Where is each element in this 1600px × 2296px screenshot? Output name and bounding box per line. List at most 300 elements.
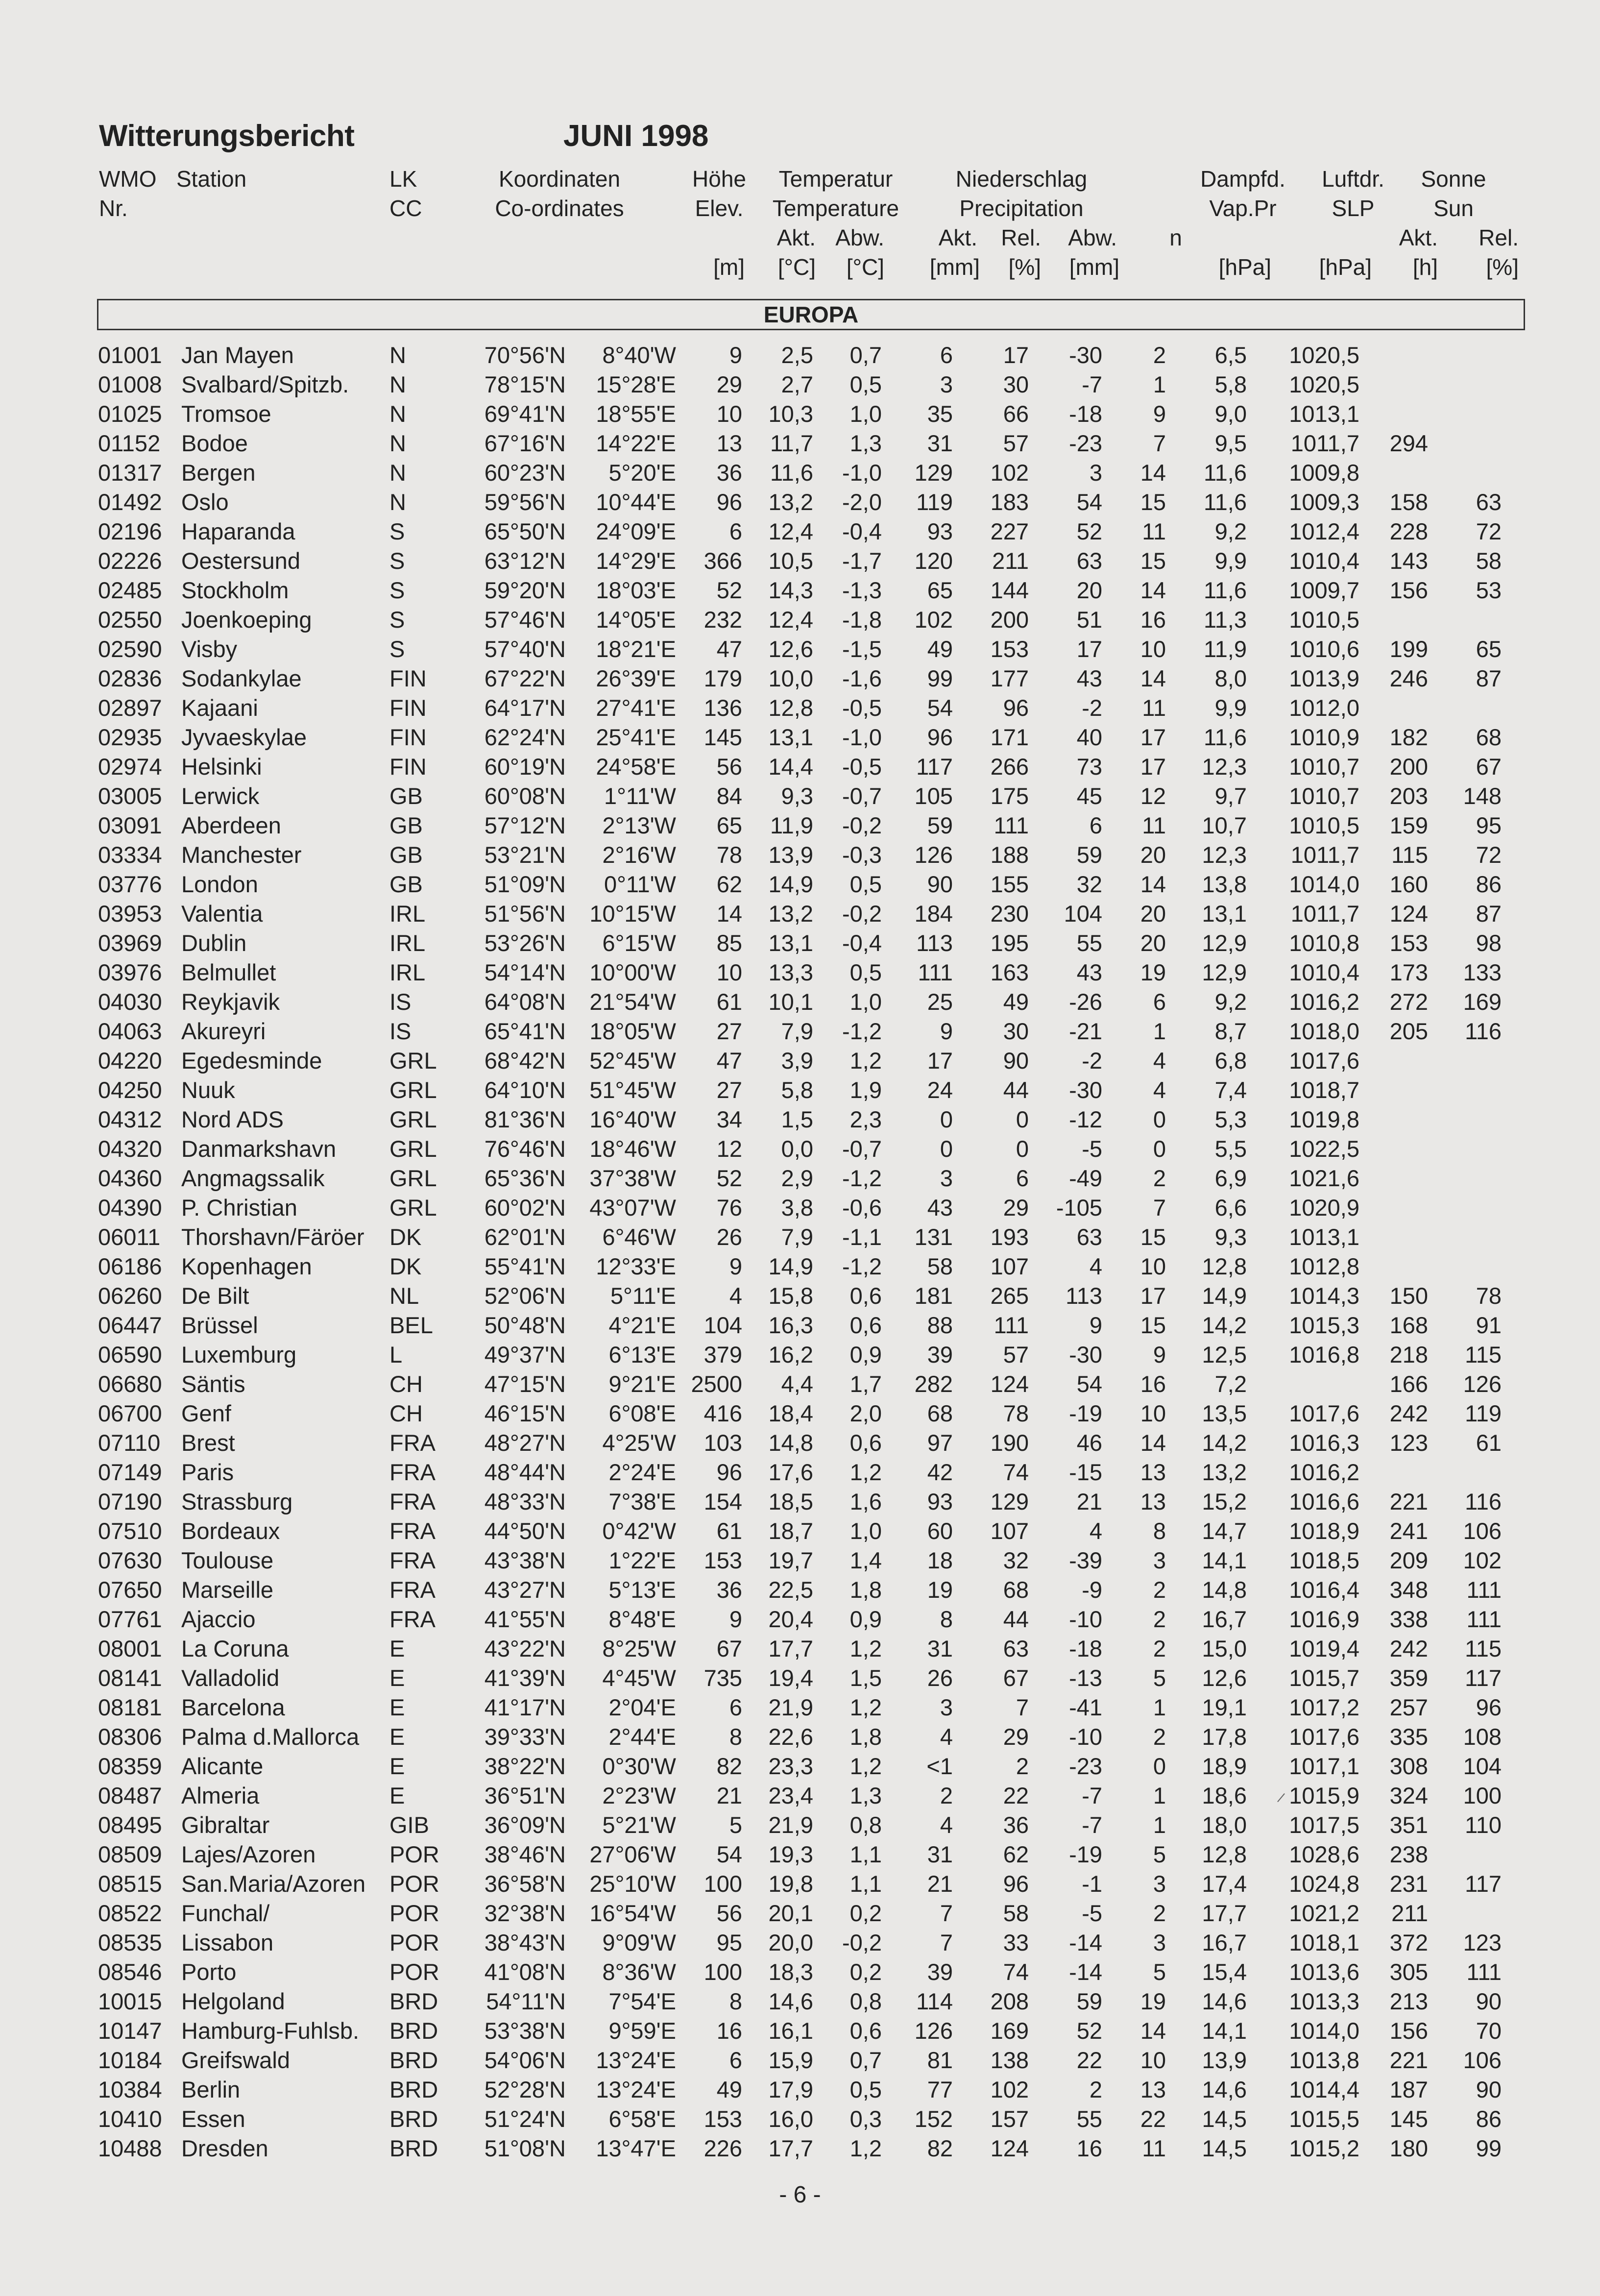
sunshine-hours-cell: 180 — [1389, 2135, 1428, 2161]
temp-mean-cell: 11,6 — [770, 459, 813, 486]
precip-deviation-cell: -10 — [1069, 1606, 1102, 1632]
precip-deviation-cell: -1 — [1082, 1870, 1102, 1897]
unit-elev: [m] — [713, 254, 745, 280]
longitude-cell: 6°08'E — [608, 1400, 676, 1426]
table-row — [98, 2075, 1502, 2104]
temp-deviation-cell: -0,7 — [842, 1135, 882, 1162]
temp-deviation-cell: -1,8 — [842, 606, 882, 633]
temp-mean-cell: 7,9 — [781, 1223, 813, 1250]
longitude-cell: 1°11'W — [604, 782, 676, 809]
temp-mean-cell: 19,7 — [768, 1547, 813, 1573]
table-row — [98, 399, 1502, 428]
longitude-cell: 14°22'E — [596, 430, 676, 456]
elevation-cell: 13 — [716, 430, 742, 456]
sunshine-relative-cell — [1428, 340, 1502, 369]
table-row — [98, 722, 1502, 752]
header-precip-akt: Akt. — [938, 225, 977, 250]
sunshine-hours-cell — [1359, 1104, 1428, 1134]
temp-mean-cell: 14,8 — [768, 1429, 813, 1456]
station-number-cell: 10384 — [98, 2076, 162, 2102]
vapour-pressure-cell: 15,0 — [1202, 1635, 1247, 1661]
temp-mean-cell: 3,9 — [781, 1047, 813, 1074]
precip-days-cell: 1 — [1153, 1811, 1166, 1838]
vapour-pressure-cell: 5,3 — [1214, 1106, 1247, 1132]
table-row — [98, 605, 1502, 634]
station-number-cell: 10488 — [98, 2135, 162, 2161]
precip-days-cell: 10 — [1140, 635, 1166, 662]
elevation-cell: 2500 — [691, 1370, 742, 1397]
vapour-pressure-cell: 11,6 — [1204, 724, 1247, 750]
station-name-cell: Tromsoe — [181, 400, 271, 427]
temp-deviation-cell: 0,7 — [849, 342, 882, 368]
longitude-cell: 27°41'E — [596, 694, 676, 721]
table-row — [98, 1810, 1502, 1839]
precip-relative-cell: 208 — [990, 1988, 1029, 2014]
elevation-cell: 416 — [703, 1400, 742, 1426]
table-row — [98, 2016, 1502, 2045]
country-code-cell: POR — [389, 1841, 439, 1867]
precip-relative-cell: 195 — [990, 929, 1029, 956]
precip-relative-cell: 2 — [1016, 1753, 1029, 1779]
sunshine-relative-cell: 72 — [1476, 841, 1502, 868]
vapour-pressure-cell: 11,6 — [1204, 489, 1247, 515]
elevation-cell: 54 — [716, 1841, 742, 1867]
sea-level-pressure-cell: 1010,4 — [1289, 959, 1359, 985]
precip-deviation-cell: 22 — [1076, 2047, 1102, 2073]
precip-days-cell: 9 — [1153, 400, 1166, 427]
latitude-cell: 57°40'N — [484, 635, 566, 662]
precip-amount-cell: 3 — [940, 1165, 953, 1191]
country-code-cell: GRL — [389, 1076, 437, 1103]
station-name-cell: Stockholm — [181, 577, 289, 603]
precip-days-cell: 2 — [1153, 1576, 1166, 1603]
sea-level-pressure-cell: 1017,6 — [1289, 1723, 1359, 1750]
elevation-cell: 29 — [716, 371, 742, 397]
precip-amount-cell: 129 — [914, 459, 953, 486]
precip-amount-cell: 65 — [927, 577, 953, 603]
precip-amount-cell: 102 — [914, 606, 953, 633]
country-code-cell: S — [389, 577, 405, 603]
sea-level-pressure-cell: 1018,1 — [1289, 1929, 1359, 1955]
latitude-cell: 53°38'N — [484, 2017, 566, 2044]
sunshine-hours-cell: 199 — [1389, 635, 1428, 662]
elevation-cell: 49 — [716, 2076, 742, 2102]
sunshine-relative-cell: 98 — [1476, 929, 1502, 956]
vapour-pressure-cell: 10,7 — [1202, 812, 1247, 838]
longitude-cell: 8°48'E — [608, 1606, 676, 1632]
temp-deviation-cell: 1,9 — [849, 1076, 882, 1103]
station-name-cell: Manchester — [181, 841, 302, 868]
precip-days-cell: 14 — [1140, 665, 1166, 691]
precip-amount-cell: 90 — [927, 871, 953, 897]
table-row — [98, 2104, 1502, 2133]
station-name-cell: Brest — [181, 1429, 235, 1456]
station-name-cell: Luxemburg — [181, 1341, 297, 1368]
station-name-cell: P. Christian — [181, 1194, 297, 1221]
temp-deviation-cell: 1,3 — [849, 430, 882, 456]
precip-days-cell: 0 — [1153, 1135, 1166, 1162]
precip-relative-cell: 44 — [1003, 1606, 1029, 1632]
weather-table — [98, 340, 1502, 2163]
precip-days-cell: 11 — [1142, 694, 1166, 721]
precip-days-cell: 2 — [1153, 1606, 1166, 1632]
precip-relative-cell: 193 — [990, 1223, 1029, 1250]
temp-mean-cell: 10,0 — [768, 665, 813, 691]
sunshine-relative-cell: 110 — [1465, 1811, 1502, 1838]
elevation-cell: 56 — [716, 753, 742, 780]
table-row — [98, 752, 1502, 781]
country-code-cell: BRD — [389, 2105, 438, 2132]
station-name-cell: Aberdeen — [181, 812, 281, 838]
table-row — [98, 1545, 1502, 1575]
station-name-cell: Genf — [181, 1400, 231, 1426]
temp-deviation-cell: 2,3 — [849, 1106, 882, 1132]
sunshine-relative-cell: 115 — [1465, 1635, 1502, 1661]
temp-deviation-cell: 1,8 — [849, 1723, 882, 1750]
sunshine-relative-cell: 68 — [1476, 724, 1502, 750]
vapour-pressure-cell: 13,2 — [1202, 1459, 1247, 1485]
temp-deviation-cell: 1,2 — [849, 1047, 882, 1074]
elevation-cell: 4 — [729, 1282, 742, 1309]
unit-precip-abw: [mm] — [1069, 254, 1119, 280]
station-name-cell: Toulouse — [181, 1547, 274, 1573]
table-row — [98, 516, 1502, 546]
temp-deviation-cell: 0,3 — [849, 2105, 882, 2132]
country-code-cell: E — [389, 1723, 405, 1750]
precip-amount-cell: 31 — [927, 1635, 953, 1661]
precip-relative-cell: 0 — [1016, 1135, 1029, 1162]
vapour-pressure-cell: 11,3 — [1204, 606, 1247, 633]
header-vap-pr: Vap.Pr — [1209, 195, 1277, 221]
table-row — [98, 458, 1502, 487]
sunshine-relative-cell — [1428, 369, 1502, 399]
latitude-cell: 67°16'N — [484, 430, 566, 456]
station-name-cell: Haparanda — [181, 518, 295, 544]
temp-deviation-cell: -1,6 — [842, 665, 882, 691]
sea-level-pressure-cell: 1019,4 — [1289, 1635, 1359, 1661]
temp-deviation-cell: -0,2 — [842, 812, 882, 838]
precip-deviation-cell: 43 — [1076, 959, 1102, 985]
longitude-cell: 9°21'E — [608, 1370, 676, 1397]
region-header — [97, 299, 1525, 330]
station-name-cell: Gibraltar — [181, 1811, 270, 1838]
temp-mean-cell: 12,6 — [768, 635, 813, 662]
precip-amount-cell: 99 — [927, 665, 953, 691]
station-number-cell: 02590 — [98, 635, 162, 662]
station-name-cell: Säntis — [181, 1370, 245, 1397]
country-code-cell: IS — [389, 988, 412, 1015]
precip-relative-cell: 90 — [1003, 1047, 1029, 1074]
precip-days-cell: 22 — [1140, 2105, 1166, 2132]
elevation-cell: 56 — [716, 1900, 742, 1926]
longitude-cell: 14°05'E — [596, 606, 676, 633]
vapour-pressure-cell: 17,7 — [1202, 1900, 1247, 1926]
latitude-cell: 36°09'N — [484, 1811, 566, 1838]
sunshine-hours-cell: 205 — [1389, 1018, 1428, 1044]
sunshine-hours-cell: 173 — [1389, 959, 1428, 985]
vapour-pressure-cell: 9,3 — [1214, 1223, 1247, 1250]
station-number-cell: 01008 — [98, 371, 162, 397]
elevation-cell: 27 — [716, 1018, 742, 1044]
station-number-cell: 07190 — [98, 1488, 162, 1514]
table-row — [98, 1046, 1502, 1075]
table-row — [98, 428, 1502, 458]
sunshine-hours-cell: 359 — [1389, 1664, 1428, 1691]
temp-mean-cell: 18,4 — [768, 1400, 813, 1426]
latitude-cell: 32°38'N — [484, 1900, 566, 1926]
latitude-cell: 81°36'N — [484, 1106, 566, 1132]
longitude-cell: 0°30'W — [602, 1753, 676, 1779]
station-number-cell: 07149 — [98, 1459, 162, 1485]
longitude-cell: 5°21'W — [602, 1811, 676, 1838]
temp-mean-cell: 18,7 — [768, 1517, 813, 1544]
table-row — [98, 1751, 1502, 1781]
table-row — [98, 1016, 1502, 1046]
station-name-cell: Alicante — [181, 1753, 264, 1779]
longitude-cell: 2°24'E — [608, 1459, 676, 1485]
temp-deviation-cell: -0,5 — [842, 694, 882, 721]
sea-level-pressure-cell: 1013,9 — [1289, 665, 1359, 691]
station-number-cell: 06700 — [98, 1400, 162, 1426]
precip-deviation-cell: 63 — [1076, 1223, 1102, 1250]
precip-deviation-cell: -13 — [1069, 1664, 1102, 1691]
precip-relative-cell: 107 — [990, 1253, 1029, 1279]
sunshine-hours-cell: 305 — [1389, 1958, 1428, 1985]
temp-mean-cell: 16,3 — [768, 1312, 813, 1338]
longitude-cell: 18°05'W — [589, 1018, 676, 1044]
temp-deviation-cell: -2,0 — [842, 489, 882, 515]
table-row — [98, 957, 1502, 987]
station-number-cell: 03776 — [98, 871, 162, 897]
table-row — [98, 1369, 1502, 1398]
station-number-cell: 06680 — [98, 1370, 162, 1397]
precip-amount-cell: 17 — [927, 1047, 953, 1074]
latitude-cell: 51°56'N — [484, 900, 566, 927]
precip-deviation-cell: 51 — [1076, 606, 1102, 633]
country-code-cell: N — [389, 400, 406, 427]
sea-level-pressure-cell: 1013,1 — [1289, 400, 1359, 427]
sea-level-pressure-cell: 1014,0 — [1289, 871, 1359, 897]
sea-level-pressure-cell: 1014,3 — [1289, 1282, 1359, 1309]
station-name-cell: Akureyri — [181, 1018, 266, 1044]
station-number-cell: 03334 — [98, 841, 162, 868]
sunshine-hours-cell — [1359, 605, 1428, 634]
precip-deviation-cell: 54 — [1076, 489, 1102, 515]
sea-level-pressure-cell: 1009,8 — [1289, 459, 1359, 486]
elevation-cell: 76 — [716, 1194, 742, 1221]
temp-mean-cell: 14,9 — [768, 871, 813, 897]
temp-mean-cell: 5,8 — [781, 1076, 813, 1103]
precip-days-cell: 15 — [1140, 489, 1166, 515]
station-number-cell: 04390 — [98, 1194, 162, 1221]
temp-deviation-cell: -1,7 — [842, 547, 882, 574]
temp-deviation-cell: -0,2 — [842, 1929, 882, 1955]
vapour-pressure-cell: 9,2 — [1214, 988, 1247, 1015]
sea-level-pressure-cell: 1020,9 — [1289, 1194, 1359, 1221]
table-row — [98, 1692, 1502, 1722]
vapour-pressure-cell: 11,6 — [1204, 459, 1247, 486]
station-name-cell: Strassburg — [181, 1488, 293, 1514]
station-name-cell: Reykjavik — [181, 988, 280, 1015]
latitude-cell: 38°43'N — [484, 1929, 566, 1955]
temp-mean-cell: 11,9 — [770, 812, 813, 838]
precip-amount-cell: 58 — [927, 1253, 953, 1279]
sunshine-relative-cell: 90 — [1476, 2076, 1502, 2102]
latitude-cell: 52°06'N — [484, 1282, 566, 1309]
country-code-cell: GRL — [389, 1106, 437, 1132]
longitude-cell: 25°10'W — [589, 1870, 676, 1897]
precip-deviation-cell: 17 — [1076, 635, 1102, 662]
longitude-cell: 5°11'E — [610, 1282, 676, 1309]
longitude-cell: 15°28'E — [596, 371, 676, 397]
precip-deviation-cell: -105 — [1056, 1194, 1102, 1221]
longitude-cell: 21°54'W — [589, 988, 676, 1015]
vapour-pressure-cell: 14,2 — [1202, 1312, 1247, 1338]
precip-relative-cell: 49 — [1003, 988, 1029, 1015]
elevation-cell: 8 — [729, 1988, 742, 2014]
latitude-cell: 60°19'N — [484, 753, 566, 780]
page-number: - 6 - — [779, 2182, 821, 2208]
vapour-pressure-cell: 15,2 — [1202, 1488, 1247, 1514]
precip-deviation-cell: 55 — [1076, 929, 1102, 956]
temp-mean-cell: 18,5 — [768, 1488, 813, 1514]
precip-days-cell: 13 — [1140, 1459, 1166, 1485]
sea-level-pressure-cell: 1014,0 — [1289, 2017, 1359, 2044]
longitude-cell: 8°25'W — [602, 1635, 676, 1661]
country-code-cell: IRL — [389, 900, 426, 927]
table-row — [98, 781, 1502, 810]
sunshine-relative-cell: 126 — [1463, 1370, 1502, 1397]
header-sun-rel: Rel. — [1479, 225, 1519, 250]
temp-deviation-cell: 0,5 — [849, 871, 882, 897]
temp-deviation-cell: 1,2 — [849, 1753, 882, 1779]
sunshine-hours-cell: 372 — [1389, 1929, 1428, 1955]
country-code-cell: E — [389, 1664, 405, 1691]
sunshine-relative-cell — [1428, 1163, 1502, 1193]
station-number-cell: 04250 — [98, 1076, 162, 1103]
table-row — [98, 1575, 1502, 1604]
elevation-cell: 10 — [716, 400, 742, 427]
precip-amount-cell: 88 — [927, 1312, 953, 1338]
temp-mean-cell: 17,7 — [768, 2135, 813, 2161]
precip-relative-cell: 30 — [1003, 1018, 1029, 1044]
precip-days-cell: 1 — [1153, 1694, 1166, 1720]
elevation-cell: 100 — [703, 1870, 742, 1897]
unit-sun-akt: [h] — [1412, 254, 1438, 280]
precip-days-cell: 10 — [1140, 1253, 1166, 1279]
precip-amount-cell: 39 — [927, 1341, 953, 1368]
station-number-cell: 07761 — [98, 1606, 162, 1632]
latitude-cell: 76°46'N — [484, 1135, 566, 1162]
country-code-cell: FIN — [389, 694, 427, 721]
longitude-cell: 13°24'E — [596, 2047, 676, 2073]
elevation-cell: 27 — [716, 1076, 742, 1103]
latitude-cell: 41°17'N — [484, 1694, 566, 1720]
temp-mean-cell: 17,6 — [768, 1459, 813, 1485]
temp-mean-cell: 19,8 — [768, 1870, 813, 1897]
longitude-cell: 9°09'W — [602, 1929, 676, 1955]
latitude-cell: 47°15'N — [484, 1370, 566, 1397]
latitude-cell: 64°17'N — [484, 694, 566, 721]
longitude-cell: 26°39'E — [596, 665, 676, 691]
latitude-cell: 65°41'N — [484, 1018, 566, 1044]
precip-days-cell: 11 — [1142, 518, 1166, 544]
sunshine-hours-cell: 338 — [1389, 1606, 1428, 1632]
page-title: Witterungsbericht — [99, 119, 355, 153]
sunshine-hours-cell — [1359, 399, 1428, 428]
station-name-cell: Valentia — [181, 900, 263, 927]
temp-mean-cell: 17,9 — [768, 2076, 813, 2102]
temp-deviation-cell: 1,4 — [849, 1547, 882, 1573]
station-name-cell: Berlin — [181, 2076, 241, 2102]
country-code-cell: GB — [389, 782, 423, 809]
precip-days-cell: 6 — [1153, 988, 1166, 1015]
precip-amount-cell: 120 — [914, 547, 953, 574]
precip-amount-cell: 18 — [927, 1547, 953, 1573]
temp-deviation-cell: -1,3 — [842, 577, 882, 603]
elevation-cell: 153 — [703, 1547, 742, 1573]
precip-relative-cell: 188 — [990, 841, 1029, 868]
station-number-cell: 08487 — [98, 1782, 162, 1808]
station-name-cell: Kajaani — [181, 694, 258, 721]
temp-deviation-cell: 0,8 — [849, 1811, 882, 1838]
sea-level-pressure-cell: 1014,4 — [1289, 2076, 1359, 2102]
sunshine-relative-cell: 53 — [1476, 577, 1502, 603]
latitude-cell: 59°56'N — [484, 489, 566, 515]
precip-deviation-cell: -7 — [1082, 371, 1102, 397]
latitude-cell: 41°55'N — [484, 1606, 566, 1632]
latitude-cell: 59°20'N — [484, 577, 566, 603]
precip-deviation-cell: 63 — [1076, 547, 1102, 574]
precip-deviation-cell: 46 — [1076, 1429, 1102, 1456]
vapour-pressure-cell: 13,8 — [1202, 871, 1247, 897]
temp-deviation-cell: 1,8 — [849, 1576, 882, 1603]
temp-mean-cell: 21,9 — [768, 1694, 813, 1720]
precip-amount-cell: 282 — [914, 1370, 953, 1397]
sea-level-pressure-cell: 1017,2 — [1289, 1694, 1359, 1720]
station-name-cell: Joenkoeping — [181, 606, 312, 633]
precip-days-cell: 15 — [1140, 1312, 1166, 1338]
table-row — [98, 575, 1502, 605]
sea-level-pressure-cell — [1247, 1369, 1359, 1398]
vapour-pressure-cell: 6,9 — [1214, 1165, 1247, 1191]
precip-deviation-cell: 9 — [1089, 1312, 1102, 1338]
precip-relative-cell: 144 — [990, 577, 1029, 603]
sea-level-pressure-cell: 1009,7 — [1289, 577, 1359, 603]
precip-relative-cell: 62 — [1003, 1841, 1029, 1867]
longitude-cell: 10°15'W — [589, 900, 676, 927]
elevation-cell: 8 — [729, 1723, 742, 1750]
sea-level-pressure-cell: 1010,8 — [1289, 929, 1359, 956]
station-name-cell: Jyvaeskylae — [181, 724, 307, 750]
temp-deviation-cell: -0,7 — [842, 782, 882, 809]
longitude-cell: 18°21'E — [596, 635, 676, 662]
sunshine-relative-cell: 72 — [1476, 518, 1502, 544]
longitude-cell: 51°45'W — [589, 1076, 676, 1103]
temp-mean-cell: 22,5 — [768, 1576, 813, 1603]
longitude-cell: 2°16'W — [602, 841, 676, 868]
precip-amount-cell: 35 — [927, 400, 953, 427]
vapour-pressure-cell: 18,0 — [1202, 1811, 1247, 1838]
longitude-cell: 6°13'E — [608, 1341, 676, 1368]
precip-deviation-cell: 43 — [1076, 665, 1102, 691]
vapour-pressure-cell: 11,9 — [1204, 635, 1247, 662]
precip-relative-cell: 129 — [990, 1488, 1029, 1514]
precip-relative-cell: 0 — [1016, 1106, 1029, 1132]
table-row — [98, 1104, 1502, 1134]
temp-mean-cell: 22,6 — [768, 1723, 813, 1750]
precip-days-cell: 14 — [1140, 459, 1166, 486]
